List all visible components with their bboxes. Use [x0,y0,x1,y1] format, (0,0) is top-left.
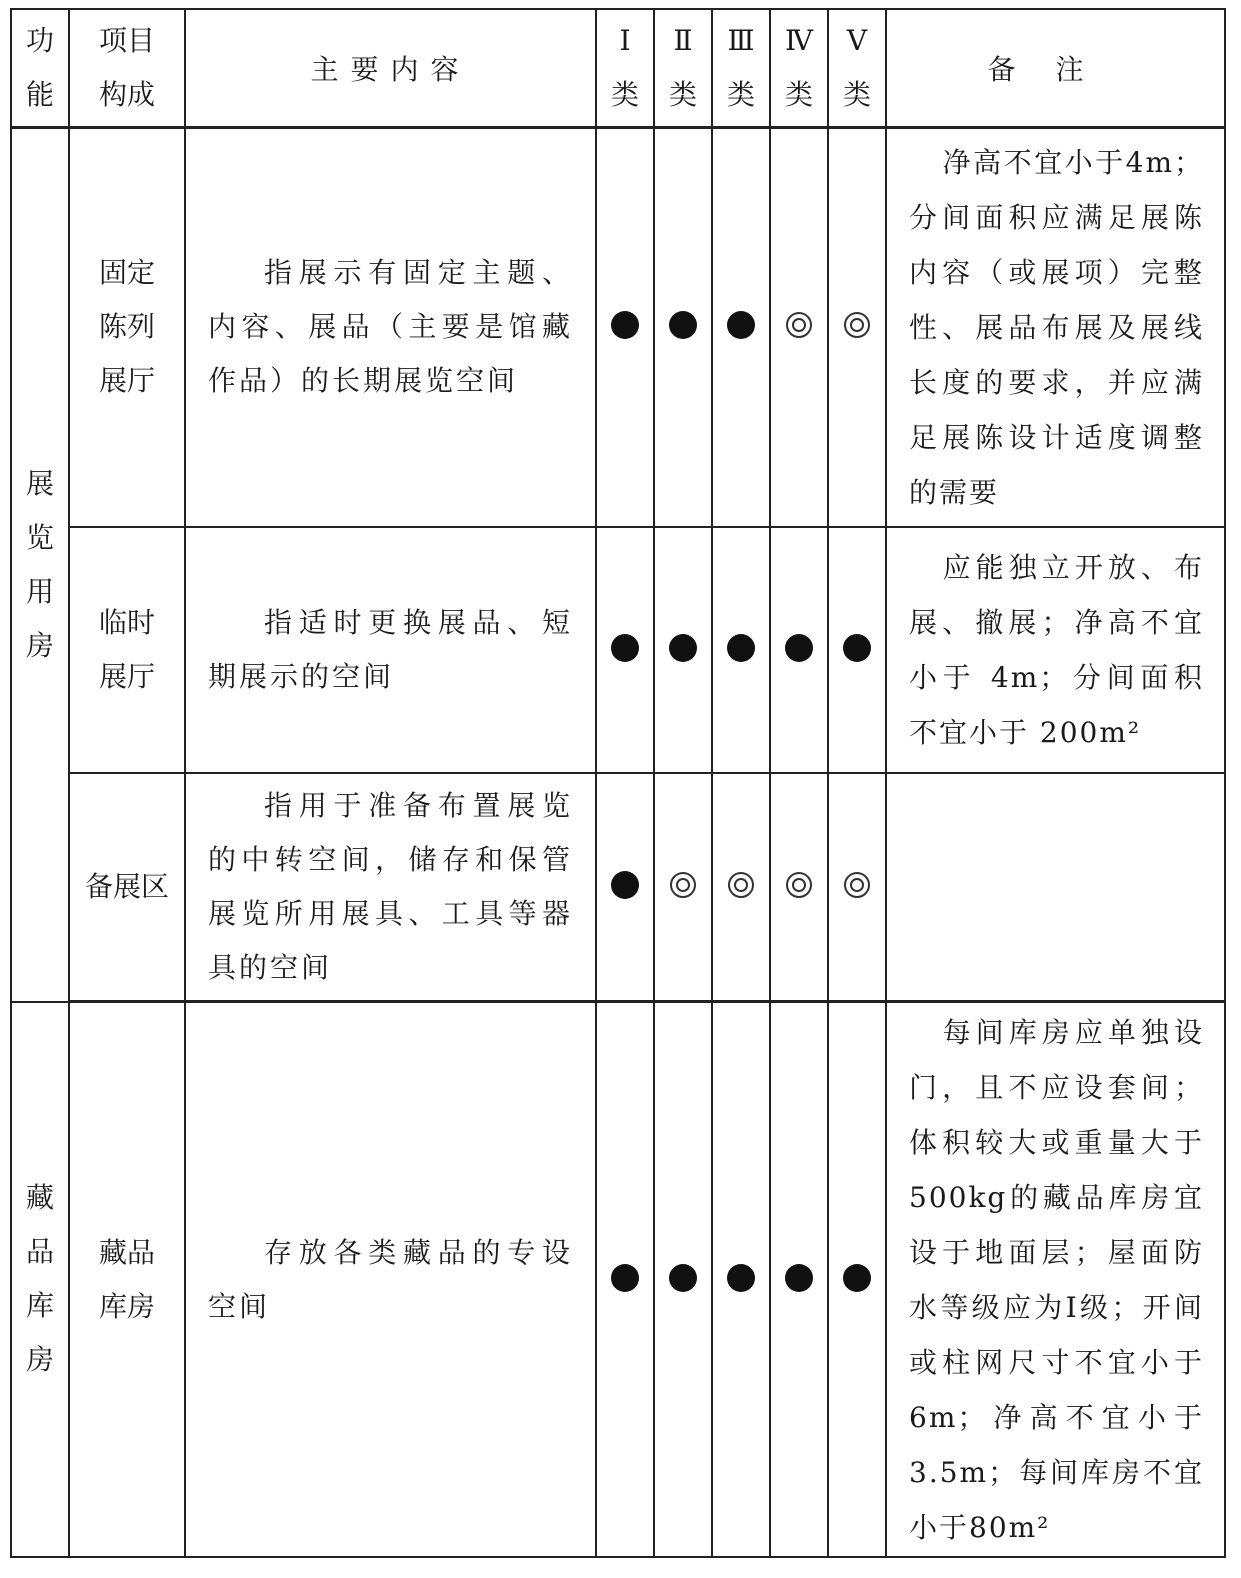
mark-cell [712,773,770,1001]
content-cell [185,1002,596,1557]
header-class-4 [770,9,828,127]
mark-cell [596,127,654,527]
table-row [11,127,1225,527]
requirement-mark-icon [611,311,639,339]
mark-cell [770,773,828,1001]
requirement-mark-icon [727,1264,755,1292]
mark-cell [654,527,712,773]
item-line: 藏品 [98,1235,155,1269]
function-char: 房 [25,1343,54,1377]
item-cell [69,773,185,1001]
requirement-mark-icon [843,634,871,662]
content-cell [185,127,596,527]
requirement-mark-icon [786,872,812,898]
header-item-line: 构成 [98,77,155,111]
mark-cell [770,1002,828,1557]
requirement-mark-icon [611,634,639,662]
header-class-5 [828,9,886,127]
mark-cell [712,527,770,773]
note-text: 应能独立开放、布展、撤展；净高不宜小于 4m；分间面积不宜小于 200m² [909,551,1204,750]
class-roman: Ⅴ [846,23,868,57]
content-text: 指用于准备布置展览的中转空间，储存和保管展览所用展具、工具等器具的空间 [208,789,573,985]
item-line: 临时 [98,606,155,640]
item-line: 陈列 [98,310,155,344]
function-char: 用 [25,574,54,608]
header-content: 主要内容 [185,9,596,127]
item-cell [69,527,185,773]
mark-cell [654,1002,712,1557]
requirement-mark-icon [727,311,755,339]
mark-cell [596,527,654,773]
mark-cell [596,1002,654,1557]
note-cell [886,527,1225,773]
item-line: 展厅 [98,660,155,694]
function-char: 藏 [25,1181,54,1215]
header-class-3 [712,9,770,127]
requirement-mark-icon [727,634,755,662]
header-note: 备注 [886,9,1225,127]
table-row [11,773,1225,1001]
requirement-mark-icon [844,872,870,898]
function-char: 展 [25,466,54,500]
item-line: 库房 [98,1289,155,1323]
class-label: 类 [610,77,639,111]
mark-cell [770,127,828,527]
function-char: 品 [25,1235,54,1269]
header-function [11,9,69,127]
mark-cell [712,1002,770,1557]
requirement-mark-icon [786,312,812,338]
class-roman: Ⅰ [619,23,631,57]
item-line: 备展区 [84,870,169,904]
requirement-mark-icon [669,634,697,662]
requirement-mark-icon [669,1264,697,1292]
mark-cell [596,773,654,1001]
header-row [11,9,1225,127]
requirement-mark-icon [728,872,754,898]
mark-cell [828,1002,886,1557]
item-cell [69,1002,185,1557]
function-char: 房 [25,628,54,662]
requirement-mark-icon [611,1264,639,1292]
class-roman: Ⅲ [727,23,755,57]
function-char: 览 [25,520,54,554]
requirement-mark-icon [785,1264,813,1292]
class-label: 类 [726,77,755,111]
content-text: 指展示有固定主题、内容、展品（主要是馆藏作品）的长期展览空间 [208,256,573,398]
mark-cell [828,127,886,527]
mark-cell [712,127,770,527]
header-item [69,9,185,127]
note-cell [886,127,1225,527]
museum-space-table [10,8,1226,1558]
requirement-mark-icon [844,312,870,338]
item-line: 展厅 [98,364,155,398]
note-text: 每间库房应单独设门，且不应设套间；体积较大或重量大于500kg的藏品库房宜设于地面层；屋面防水等级应为Ⅰ级；开间或柱网尺寸不宜小于6m；净高不宜小于3.5m；每间库房不宜小于80m² [909,1015,1204,1544]
requirement-mark-icon [843,1264,871,1292]
class-label: 类 [842,77,871,111]
table-row [11,527,1225,773]
mark-cell [770,527,828,773]
note-cell [886,773,1225,1001]
header-function-char: 能 [25,77,54,111]
table-row [11,1002,1225,1557]
mark-cell [828,773,886,1001]
header-class-2 [654,9,712,127]
requirement-mark-icon [611,871,639,899]
note-text: 净高不宜小于4m；分间面积应满足展陈内容（或展项）完整性、展品布展及展线长度的要求，并应满足展陈设计适度调整的需要 [909,145,1204,509]
class-roman: Ⅱ [673,23,693,57]
class-label: 类 [784,77,813,111]
function-cell-storage [11,1002,69,1557]
content-cell [185,527,596,773]
content-cell [185,773,596,1001]
class-roman: Ⅳ [785,23,813,57]
content-text: 指适时更换展品、短期展示的空间 [208,606,573,694]
mark-cell [654,773,712,1001]
item-cell [69,127,185,527]
content-text: 存放各类藏品的专设空间 [208,1235,573,1323]
header-function-char: 功 [25,23,54,57]
item-line: 固定 [98,256,155,290]
note-cell [886,1002,1225,1557]
requirement-mark-icon [669,311,697,339]
header-class-1 [596,9,654,127]
function-char: 库 [25,1289,54,1323]
requirement-mark-icon [785,634,813,662]
requirement-mark-icon [670,872,696,898]
mark-cell [828,527,886,773]
header-item-line: 项目 [98,23,155,57]
class-label: 类 [668,77,697,111]
function-cell-exhibition [11,127,69,1002]
mark-cell [654,127,712,527]
